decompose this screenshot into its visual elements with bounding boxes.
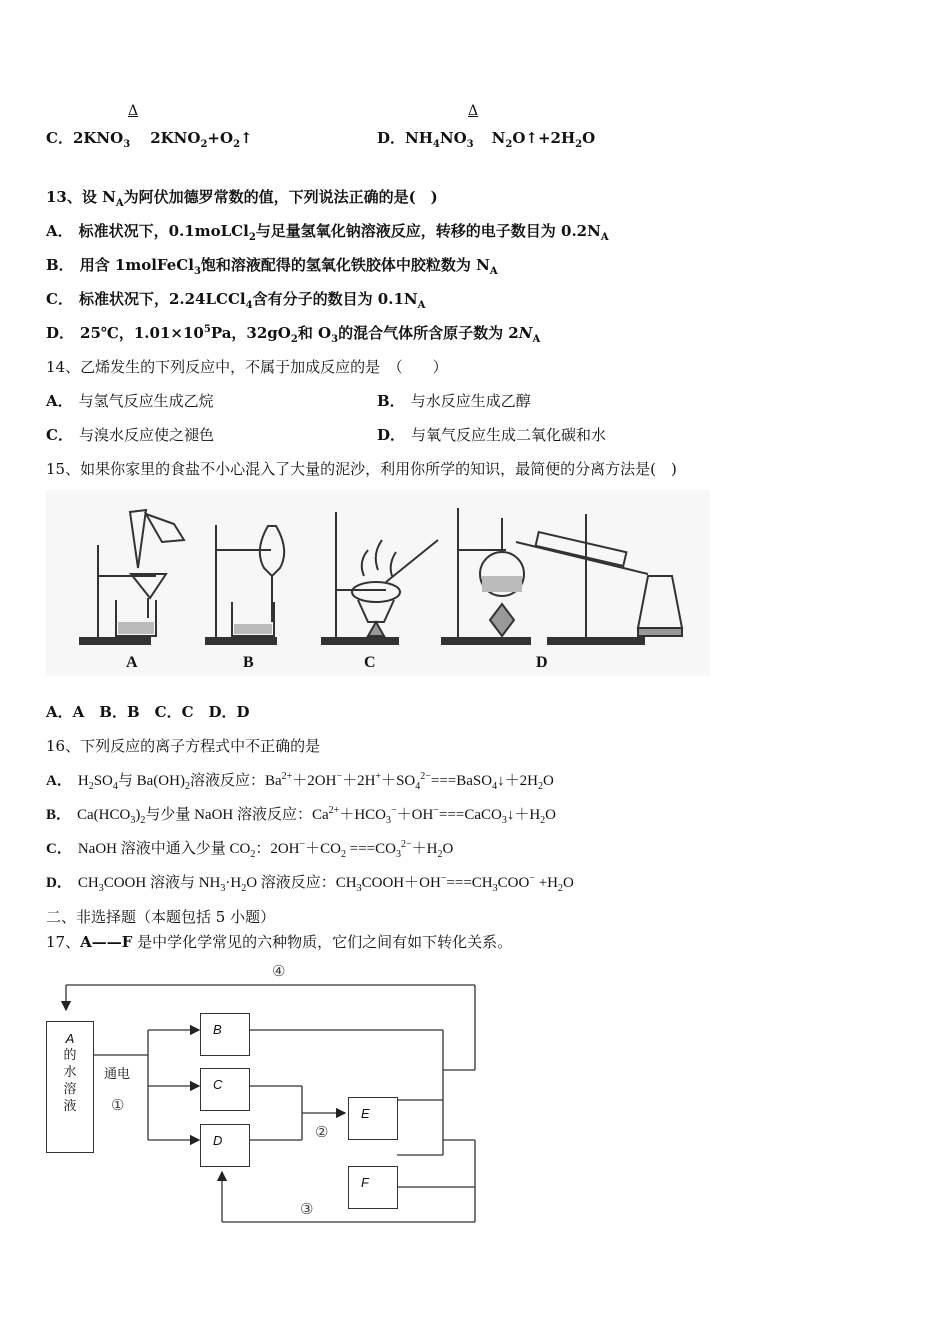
formula: 2KNO bbox=[150, 129, 201, 147]
q15-options: A．A B．B C．C D．D bbox=[46, 703, 250, 721]
subscript: 4 bbox=[432, 139, 440, 150]
box-char: 液 bbox=[63, 1099, 77, 1114]
formula: NH bbox=[405, 129, 433, 147]
text: 是中学化学常见的六种物质，它们之间有如下转化关系。 bbox=[132, 933, 513, 951]
text: H bbox=[77, 773, 89, 789]
node-e bbox=[348, 1097, 398, 1140]
formula: O↑+2H bbox=[512, 129, 576, 147]
text: ＋SO bbox=[381, 773, 416, 789]
superscript: 2+ bbox=[281, 771, 293, 782]
q15-stem: 15、如果你家里的食盐不小心混入了大量的泥沙，利用你所学的知识，最简便的分离方法是( ) bbox=[46, 460, 677, 478]
text: ↓＋H bbox=[506, 807, 541, 823]
text: NaOH 溶液中通入少量 CO bbox=[77, 841, 251, 857]
subscript: 2 bbox=[437, 849, 443, 860]
option-label: A． bbox=[46, 392, 73, 410]
superscript: 2+ bbox=[328, 805, 340, 816]
option-label: C． bbox=[46, 129, 73, 147]
box-char: 水 bbox=[63, 1065, 77, 1080]
text: ＋CO bbox=[305, 841, 341, 857]
text: ↓＋2H bbox=[497, 773, 538, 789]
option-label: B． bbox=[46, 807, 72, 823]
option-label: B． bbox=[377, 392, 405, 410]
text: 与氧气反应生成二氧化碳和水 bbox=[411, 426, 607, 444]
formula: ↑ bbox=[240, 129, 253, 147]
option-label: D． bbox=[46, 875, 72, 891]
box-char: 的 bbox=[63, 1048, 77, 1063]
subscript: 3 bbox=[492, 883, 498, 894]
superscript: − bbox=[299, 839, 306, 850]
option-label: D． bbox=[46, 324, 75, 342]
node-e-label: E bbox=[361, 1106, 370, 1121]
text: 与溴水反应使之褪色 bbox=[78, 426, 214, 444]
superscript: 2− bbox=[420, 771, 431, 782]
option-label: C． bbox=[46, 841, 72, 857]
node-c bbox=[200, 1068, 250, 1111]
text: 用含 1molFeCl bbox=[79, 256, 194, 274]
text: ：2OH bbox=[255, 841, 300, 857]
text: COOH＋OH bbox=[361, 875, 441, 891]
node-d-label: D bbox=[213, 1133, 223, 1148]
text: 为阿伏加德罗常数的值，下列说法正确的是( ) bbox=[123, 188, 438, 206]
text: N bbox=[518, 324, 533, 342]
subscript: 4 bbox=[492, 781, 498, 792]
text: 13、设 N bbox=[46, 188, 116, 206]
subscript: A bbox=[532, 334, 541, 345]
electrolysis-label: 通电 bbox=[104, 1067, 131, 1082]
text: 与少量 NaOH 溶液反应：Ca bbox=[145, 807, 329, 823]
subscript: 4 bbox=[112, 781, 118, 792]
superscript: − bbox=[390, 805, 397, 816]
subscript: A bbox=[417, 300, 426, 311]
subscript: 3 bbox=[123, 139, 131, 150]
text: ===CaCO bbox=[438, 807, 502, 823]
superscript: 5 bbox=[203, 324, 211, 335]
text: 与氢气反应生成乙烷 bbox=[78, 392, 214, 410]
formula: O bbox=[582, 129, 596, 147]
option-label: D． bbox=[377, 426, 406, 444]
node-b bbox=[200, 1013, 250, 1056]
text: 25℃，1.01×10 bbox=[80, 324, 204, 342]
node-d bbox=[200, 1124, 250, 1167]
option-label: C． bbox=[46, 426, 73, 444]
subscript: 2 bbox=[290, 334, 298, 345]
subscript: A bbox=[115, 198, 124, 209]
subscript: 2 bbox=[341, 849, 346, 860]
box-char: 溶 bbox=[63, 1082, 77, 1097]
heat-condition-d: Δ bbox=[468, 103, 479, 119]
text: ===BaSO bbox=[430, 773, 493, 789]
text: ＋H bbox=[411, 841, 438, 857]
text: 含有分子的数目为 0.1N bbox=[252, 290, 418, 308]
figure-label-b: B bbox=[243, 654, 254, 671]
text: ) bbox=[135, 807, 141, 823]
step-1-label: ① bbox=[111, 1096, 125, 1114]
subscript: A bbox=[489, 266, 498, 277]
text: 标准状况下，0.1moLCl bbox=[78, 222, 249, 240]
formula: N bbox=[491, 129, 506, 147]
figure-label-c: C bbox=[364, 654, 376, 671]
option-label: A． bbox=[46, 222, 73, 240]
superscript: − bbox=[433, 805, 439, 816]
subscript: 2 bbox=[88, 781, 94, 792]
subscript: 3 bbox=[356, 883, 362, 894]
node-f-label: F bbox=[361, 1175, 369, 1190]
text: O bbox=[542, 773, 554, 789]
subscript: 3 bbox=[98, 883, 104, 894]
text: A——F bbox=[80, 933, 133, 951]
subscript: 2 bbox=[248, 232, 256, 243]
figure-label-d: D bbox=[536, 654, 548, 671]
text: ＋OH bbox=[396, 807, 434, 823]
text: ===CO bbox=[346, 841, 396, 857]
text: ＋2OH bbox=[292, 773, 337, 789]
subscript: 3 bbox=[331, 334, 339, 345]
option-label: B． bbox=[46, 256, 74, 274]
formula: 2KNO bbox=[72, 129, 124, 147]
node-b-label: B bbox=[213, 1022, 222, 1037]
a-solution-box bbox=[46, 1021, 94, 1153]
text: Ca(HCO bbox=[77, 807, 131, 823]
subscript: 2 bbox=[233, 139, 241, 150]
q16-stem: 16、下列反应的离子方程式中不正确的是 bbox=[46, 737, 321, 755]
formula: NO bbox=[439, 129, 467, 147]
q14-stem: 14、乙烯发生的下列反应中，不属于加成反应的是 （ ） bbox=[46, 358, 448, 376]
text: 的混合气体所含原子数为 2 bbox=[338, 324, 519, 342]
superscript: 2− bbox=[400, 839, 412, 850]
subscript: 3 bbox=[395, 849, 401, 860]
subscript: 2 bbox=[575, 139, 583, 150]
step-2-label: ② bbox=[315, 1123, 329, 1141]
subscript: 2 bbox=[184, 781, 190, 792]
text: ===CH bbox=[446, 875, 493, 891]
subscript: 3 bbox=[466, 139, 474, 150]
text: 标准状况下，2.24LCCl bbox=[78, 290, 246, 308]
text: O bbox=[545, 807, 557, 823]
text: SO bbox=[93, 773, 113, 789]
subscript: 2 bbox=[241, 883, 247, 894]
text: O 溶液反应：CH bbox=[246, 875, 357, 891]
text: 17、 bbox=[46, 933, 81, 951]
text: ＋HCO bbox=[339, 807, 386, 823]
subscript: 3 bbox=[130, 815, 136, 826]
text: O bbox=[442, 841, 454, 857]
text: 与 Ba(OH) bbox=[117, 773, 185, 789]
text: COOH 溶液与 NH bbox=[103, 875, 221, 891]
subscript: 4 bbox=[415, 781, 421, 792]
heat-condition-c: Δ bbox=[128, 103, 139, 119]
step-3-label: ③ bbox=[300, 1200, 314, 1218]
text: ＋2H bbox=[342, 773, 376, 789]
section-heading: 二、非选择题（本题包括 5 小题） bbox=[46, 908, 276, 926]
superscript: − bbox=[440, 873, 447, 884]
figure-label-a: A bbox=[126, 654, 138, 671]
subscript: 2 bbox=[505, 139, 513, 150]
subscript: 2 bbox=[540, 815, 546, 826]
step-4-label: ④ bbox=[272, 962, 286, 980]
subscript: 2 bbox=[250, 849, 256, 860]
text: 与水反应生成乙醇 bbox=[410, 392, 531, 410]
subscript: 2 bbox=[200, 139, 208, 150]
subscript: 3 bbox=[501, 815, 507, 826]
text: ·H bbox=[225, 875, 242, 891]
node-a-label: A bbox=[65, 1031, 75, 1046]
text: +H bbox=[534, 875, 558, 891]
text: 和 O bbox=[297, 324, 332, 342]
subscript: 2 bbox=[537, 781, 543, 792]
text: 溶液反应：Ba bbox=[189, 773, 282, 789]
superscript: − bbox=[529, 873, 535, 884]
text: Pa，32gO bbox=[210, 324, 291, 342]
text: COO bbox=[497, 875, 530, 891]
subscript: 3 bbox=[193, 266, 201, 277]
text: CH bbox=[77, 875, 99, 891]
subscript: A bbox=[600, 232, 609, 243]
superscript: + bbox=[375, 771, 382, 782]
formula: +O bbox=[207, 129, 234, 147]
text: O bbox=[563, 875, 574, 891]
text: 饱和溶液配得的氢氧化铁胶体中胶粒数为 N bbox=[200, 256, 490, 274]
option-label: A． bbox=[46, 773, 72, 789]
subscript: 3 bbox=[385, 815, 391, 826]
subscript: 2 bbox=[558, 883, 563, 894]
node-f bbox=[348, 1166, 398, 1209]
subscript: 3 bbox=[220, 883, 226, 894]
node-c-label: C bbox=[213, 1077, 223, 1092]
superscript: − bbox=[336, 771, 343, 782]
text: 与足量氢氧化钠溶液反应，转移的电子数目为 0.2N bbox=[255, 222, 601, 240]
subscript: 4 bbox=[245, 300, 253, 311]
option-label: D． bbox=[377, 129, 406, 147]
option-label: C． bbox=[46, 290, 73, 308]
subscript: 2 bbox=[140, 815, 146, 826]
